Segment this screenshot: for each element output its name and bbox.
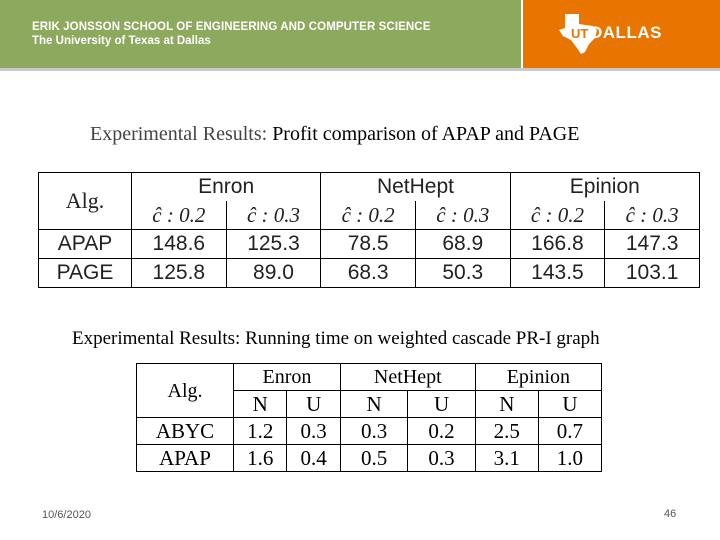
- table-cell: 147.3: [605, 230, 700, 259]
- row-name: APAP: [137, 445, 234, 472]
- table1-subheader: ĉ : 0.3: [605, 201, 700, 230]
- table-cell: 0.5: [340, 445, 407, 472]
- table2-subheader: U: [287, 391, 340, 418]
- page-number: 46: [664, 508, 677, 520]
- slide-title-running-time: Experimental Results: Running time on weighted cascade PR-I graph: [72, 328, 600, 349]
- table-cell: 103.1: [605, 259, 700, 288]
- table-cell: 0.2: [408, 418, 475, 445]
- table-cell: 0.4: [287, 445, 340, 472]
- table-cell: 2.5: [475, 418, 538, 445]
- table-cell: 0.7: [538, 418, 601, 445]
- table-cell: 68.9: [415, 230, 510, 259]
- banner-divider: [521, 0, 523, 68]
- slide-title-profit: [90, 123, 579, 146]
- running-time-table: [136, 363, 602, 472]
- row-name: APAP: [39, 230, 132, 259]
- logo-text: DALLAS: [590, 23, 662, 42]
- table-cell: 89.0: [226, 259, 321, 288]
- title1-prefix: Experimental Results:: [90, 123, 268, 145]
- table2-subheader: U: [408, 391, 475, 418]
- table1-corner: Alg.: [39, 173, 132, 230]
- table-row: [137, 418, 602, 445]
- slide-date: 10/6/2020: [42, 509, 91, 521]
- table-cell: 1.0: [538, 445, 601, 472]
- table-cell: 68.3: [321, 259, 416, 288]
- table2-subheader: U: [538, 391, 601, 418]
- row-name: ABYC: [137, 418, 234, 445]
- table-row: [39, 230, 700, 259]
- table-row: [39, 259, 700, 288]
- table2-group-enron: Enron: [234, 364, 341, 391]
- table1-subheader: ĉ : 0.2: [510, 201, 605, 230]
- table-cell: 0.3: [408, 445, 475, 472]
- table-cell: 148.6: [132, 230, 227, 259]
- table2-subheader: N: [234, 391, 287, 418]
- banner-underline: [0, 68, 720, 71]
- table-cell: 0.3: [340, 418, 407, 445]
- table2-subheader: N: [340, 391, 407, 418]
- school-name: ERIK JONSSON SCHOOL OF ENGINEERING AND COMPUTER SCIENCE: [32, 21, 431, 33]
- table-cell: 50.3: [415, 259, 510, 288]
- table1-group-epinion: Epinion: [510, 173, 699, 202]
- title1-rest: Profit comparison of APAP and PAGE: [272, 123, 580, 145]
- table-cell: 1.6: [234, 445, 287, 472]
- utd-logo-box: [523, 0, 720, 68]
- table1-subheader: ĉ : 0.3: [226, 201, 321, 230]
- logo-ut-text: UT: [571, 26, 589, 41]
- table-cell: 143.5: [510, 259, 605, 288]
- table1-group-enron: Enron: [132, 173, 321, 202]
- table1-subheader: ĉ : 0.3: [415, 201, 510, 230]
- table2-subheader: N: [475, 391, 538, 418]
- table1-subheader: ĉ : 0.2: [132, 201, 227, 230]
- table2-corner: Alg.: [137, 364, 234, 418]
- table-cell: 78.5: [321, 230, 416, 259]
- table-cell: 166.8: [510, 230, 605, 259]
- table-row: [137, 445, 602, 472]
- row-name: PAGE: [39, 259, 132, 288]
- university-name: The University of Texas at Dallas: [32, 35, 211, 47]
- table2-group-epinion: Epinion: [475, 364, 601, 391]
- table1-subheader: ĉ : 0.2: [321, 201, 416, 230]
- table-cell: 125.8: [132, 259, 227, 288]
- table-cell: 125.3: [226, 230, 321, 259]
- table2-group-nethept: NetHept: [340, 364, 475, 391]
- table1-group-nethept: NetHept: [321, 173, 510, 202]
- table-cell: 3.1: [475, 445, 538, 472]
- table-cell: 0.3: [287, 418, 340, 445]
- table-cell: 1.2: [234, 418, 287, 445]
- profit-table: [38, 172, 700, 288]
